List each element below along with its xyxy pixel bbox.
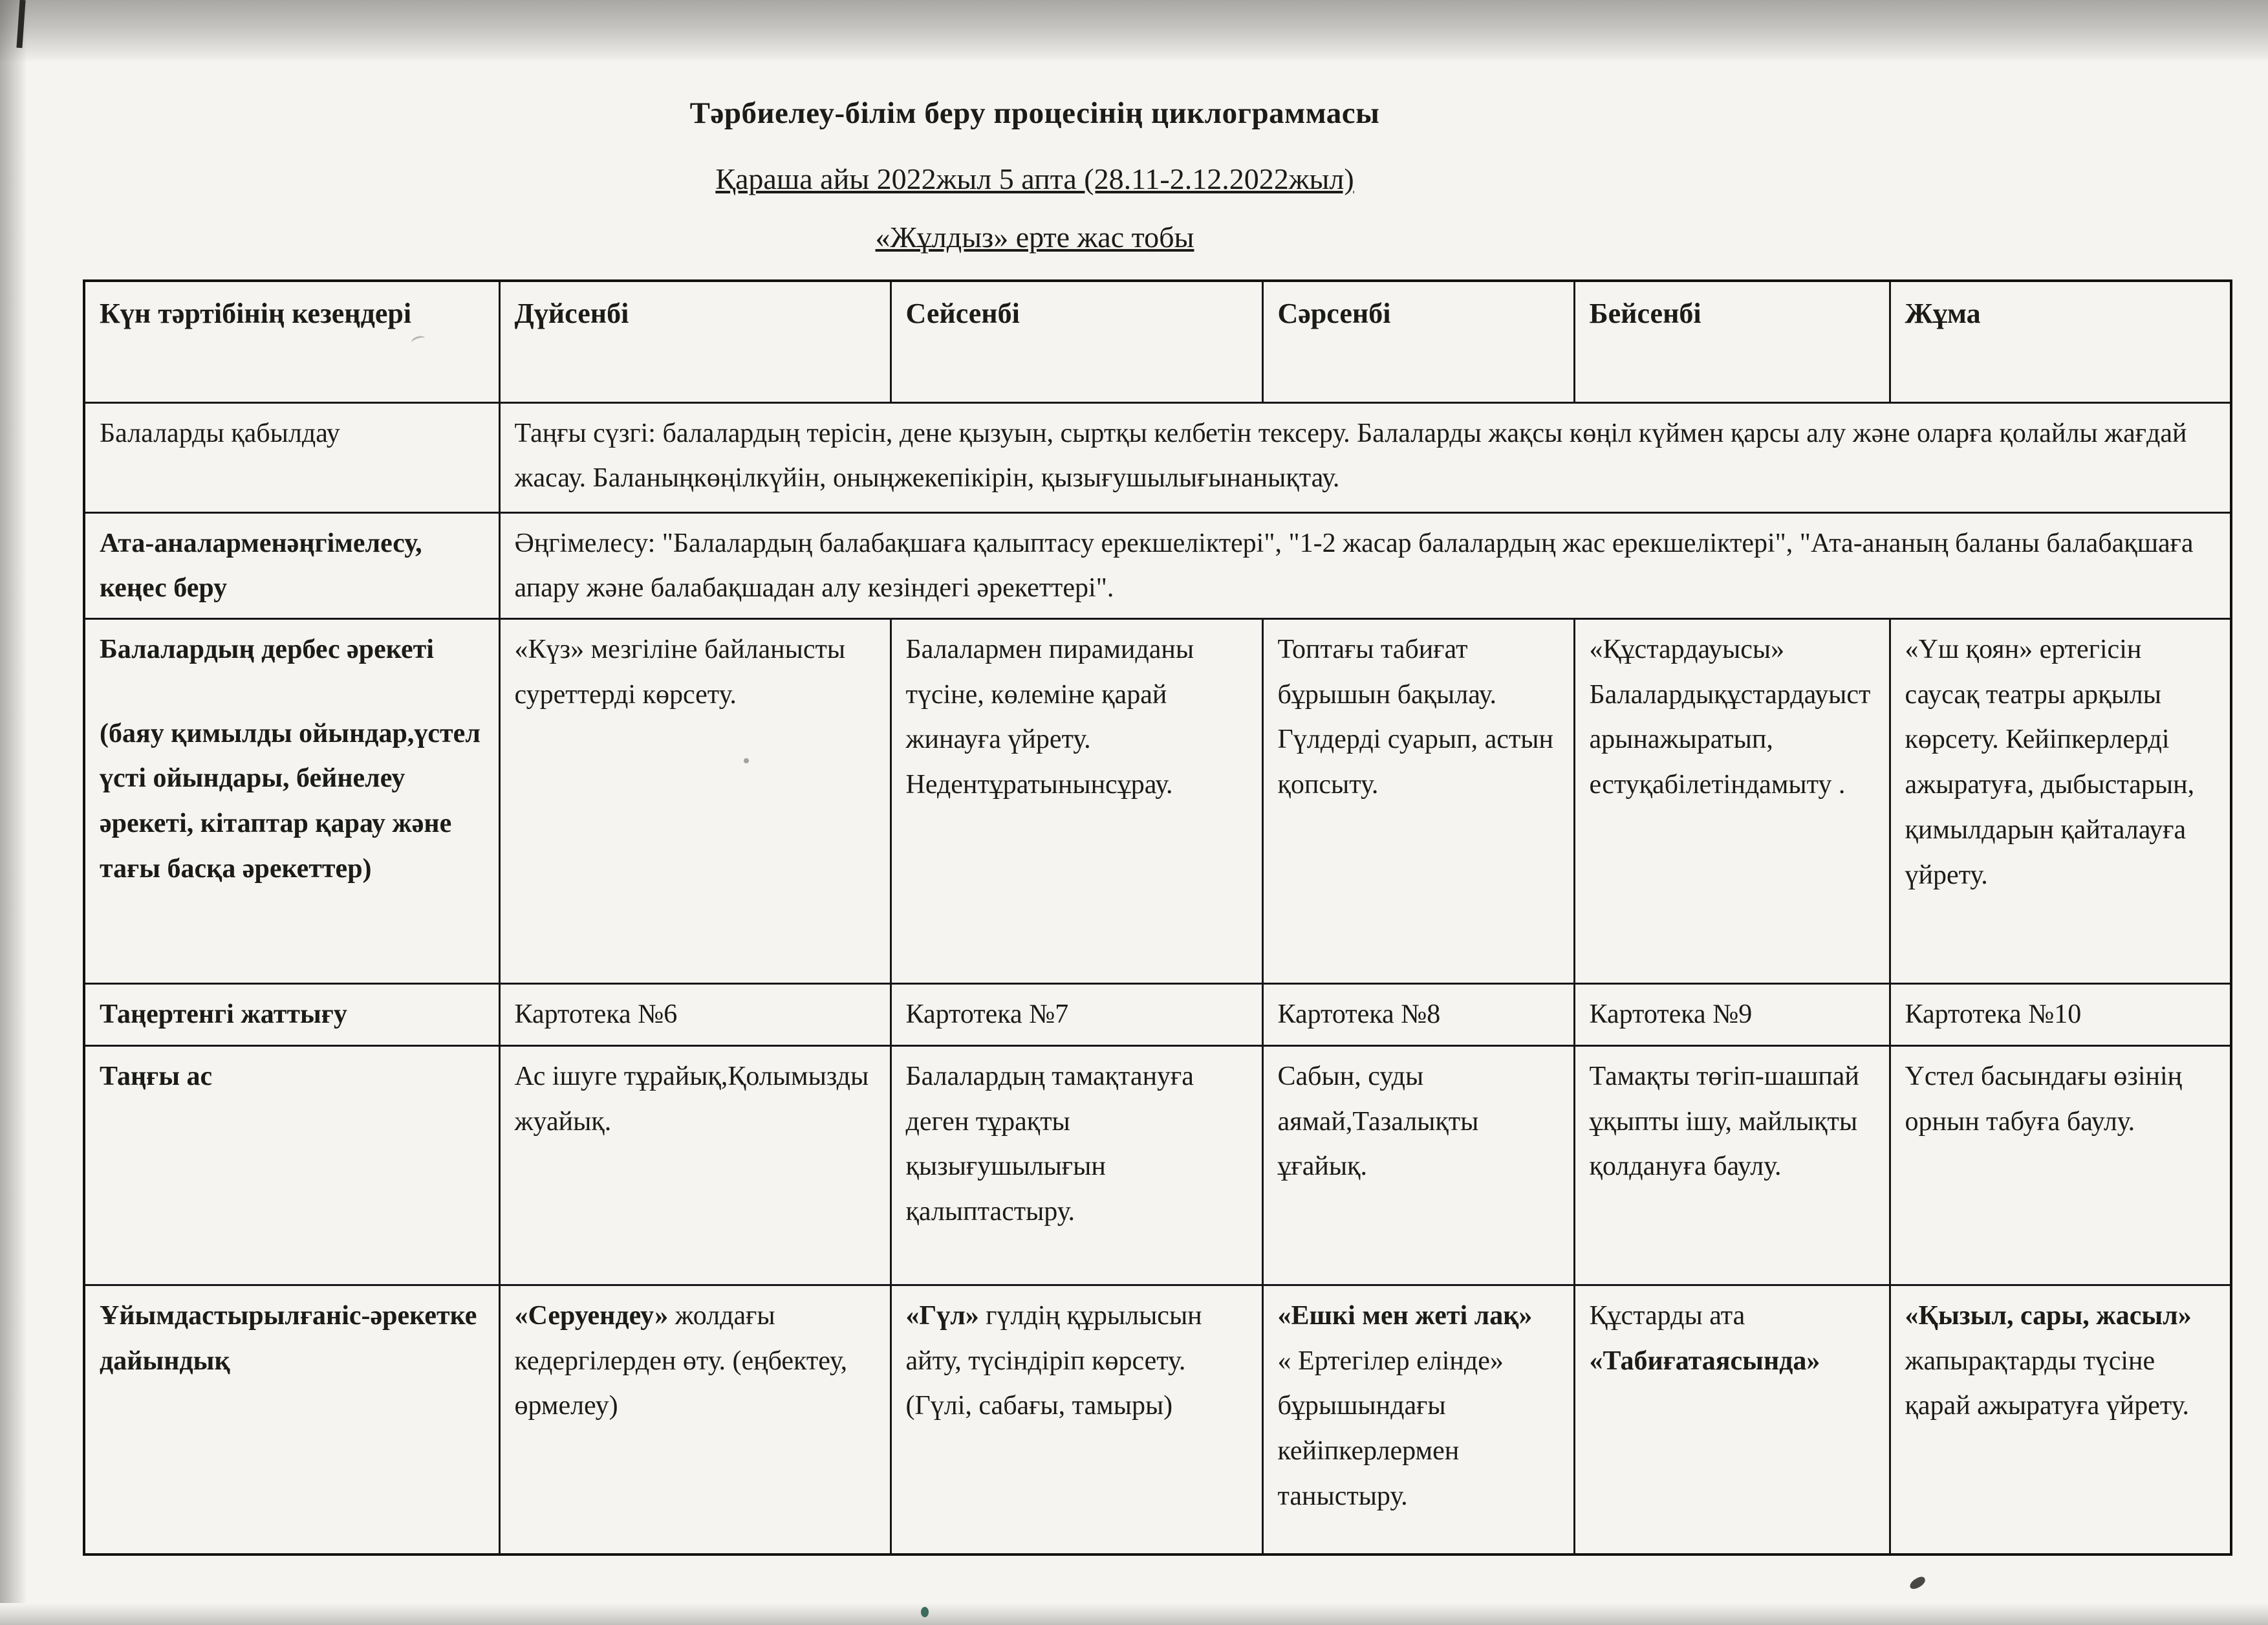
scan-artifact xyxy=(921,1607,929,1617)
activity-title: «Табиғатаясында» xyxy=(1589,1346,1820,1376)
table-row xyxy=(84,1285,2231,1554)
cell-oud-friday xyxy=(1890,1285,2231,1554)
activity-text: Құстарды ата xyxy=(1589,1300,1745,1331)
activity-text: жапырақтарды түсіне қарай ажыратуға үйрету. xyxy=(1905,1346,2189,1421)
row-label-note: (баяу қимылды ойындар,үстел үсті ойындары, бейнелеу әрекеті, кітаптар қарау және тағы басқа әрекеттер) xyxy=(100,718,481,884)
activity-text: жолдағы кедергілерден өту. (еңбектеу, өрмелеу) xyxy=(514,1300,848,1421)
column-header-thursday: Бейсенбі xyxy=(1574,281,1890,402)
activity-text: « Ертегілер елінде» бұрышындағы кейіпкерлермен таныстыру. xyxy=(1277,1346,1504,1511)
column-header-friday: Жұма xyxy=(1890,281,2231,402)
row-label-breakfast: Таңғы ас xyxy=(84,1045,499,1285)
activity-title: «Ешкі мен жеті лақ» xyxy=(1277,1300,1533,1331)
cell-exercise-tuesday: Картотека №7 xyxy=(891,983,1262,1045)
cell-oud-thursday xyxy=(1574,1285,1890,1554)
cell-oud-tuesday xyxy=(891,1285,1262,1554)
cell-breakfast-monday: Ас ішуге тұрайық,Қолымызды жуайық. xyxy=(499,1045,891,1285)
row-label-morning-exercise: Таңертенгі жаттығу xyxy=(84,983,499,1045)
cell-exercise-friday: Картотека №10 xyxy=(1890,983,2231,1045)
activity-title: «Гүл» xyxy=(905,1300,979,1331)
table-row xyxy=(84,512,2231,618)
header-row xyxy=(84,281,2231,402)
row-label-oud-preparation: Ұйымдастырылғаніс-әрекетке дайындық xyxy=(84,1285,499,1554)
row-label-reception: Балаларды қабылдау xyxy=(84,402,499,512)
cell-parent-talk-all-days: Әңгімелесу: "Балалардың балабақшаға қалыптасу ерекшеліктері", "1-2 жасар балалардың жас ерекшеліктері", "Ата-ананың баланы балабақшаға апару және балабақшадан алу кезіндегі әрекеттері". xyxy=(499,512,2231,618)
cell-breakfast-wednesday: Сабын, суды аямай,Тазалықты ұғайық. xyxy=(1262,1045,1574,1285)
cell-breakfast-friday: Үстел басындағы өзінің орнын табуға баулу. xyxy=(1890,1045,2231,1285)
row-label-title: Балалардың дербес әрекеті xyxy=(100,634,434,664)
schedule-table xyxy=(83,279,2232,1556)
cell-independent-thursday: «Құстардауысы» Балалардықұстардауыстарынажыратып, естуқабілетіндамыту . xyxy=(1574,618,1890,983)
cell-independent-tuesday: Балалармен пирамиданы түсіне, көлеміне қарай жинауға үйрету. Недентұратынынсұрау. xyxy=(891,618,1262,983)
column-header-monday: Дүйсенбі xyxy=(499,281,891,402)
cell-exercise-thursday: Картотека №9 xyxy=(1574,983,1890,1045)
table-row xyxy=(84,402,2231,512)
column-header-stages: Күн тәртібінің кезеңдері xyxy=(84,281,499,402)
row-label-parent-talk: Ата-аналарменәңгімелесу, кеңес беру xyxy=(84,512,499,618)
cell-reception-all-days: Таңғы сүзгі: балалардың терісін, дене қызуын, сыртқы келбетін тексеру. Балаларды жақсы көңіл күймен қарсы алу және оларға қолайлы жағдай жасау. Баланыңкөңілкүйін, оныңжекепікірін, қызығушылығынанықтау. xyxy=(499,402,2231,512)
cell-exercise-wednesday: Картотека №8 xyxy=(1262,983,1574,1045)
cell-breakfast-thursday: Тамақты төгіп-шашпай ұқыпты ішу, майлықты қолдануға баулу. xyxy=(1574,1045,1890,1285)
week-subtitle: Қараша айы 2022жыл 5 апта (28.11-2.12.2022жыл) xyxy=(715,162,1354,195)
activity-text: гүлдің құрылысын айту, түсіндіріп көрсету. (Гүлі, сабағы, тамыры) xyxy=(905,1300,1202,1421)
column-header-wednesday: Сәрсенбі xyxy=(1262,281,1574,402)
scan-edge-top xyxy=(0,0,2268,62)
cell-independent-friday: «Үш қоян» ертегісін саусақ театры арқылы көрсету. Кейіпкерлерді ажыратуға, дыбыстарын, қимылдарын қайталауға үйрету. xyxy=(1890,618,2231,983)
group-subtitle: «Жұлдыз» ерте жас тобы xyxy=(875,221,1194,254)
table-row xyxy=(84,618,2231,983)
cell-oud-wednesday xyxy=(1262,1285,1574,1554)
cell-exercise-monday: Картотека №6 xyxy=(499,983,891,1045)
table-row xyxy=(84,983,2231,1045)
column-header-tuesday: Сейсенбі xyxy=(891,281,1262,402)
page-title: Тәрбиелеу-білім беру процесінің циклограммасы xyxy=(689,96,1380,130)
activity-title: «Қызыл, сары, жасыл» xyxy=(1905,1300,2192,1331)
scan-artifact xyxy=(1908,1575,1927,1591)
table-row xyxy=(84,1045,2231,1285)
activity-title: «Серуендеу» xyxy=(514,1300,669,1331)
cell-independent-wednesday: Топтағы табиғат бұрышын бақылау. Гүлдерді суарып, астын қопсыту. xyxy=(1262,618,1574,983)
cell-independent-monday: «Күз» мезгіліне байланысты суреттерді көрсету. xyxy=(499,618,891,983)
cell-oud-monday xyxy=(499,1285,891,1554)
row-label-independent-activity xyxy=(84,618,499,983)
scan-edge-bottom xyxy=(0,1603,2268,1625)
cell-breakfast-tuesday: Балалардың тамақтануға деген тұрақты қызығушылығын қалыптастыру. xyxy=(891,1045,1262,1285)
